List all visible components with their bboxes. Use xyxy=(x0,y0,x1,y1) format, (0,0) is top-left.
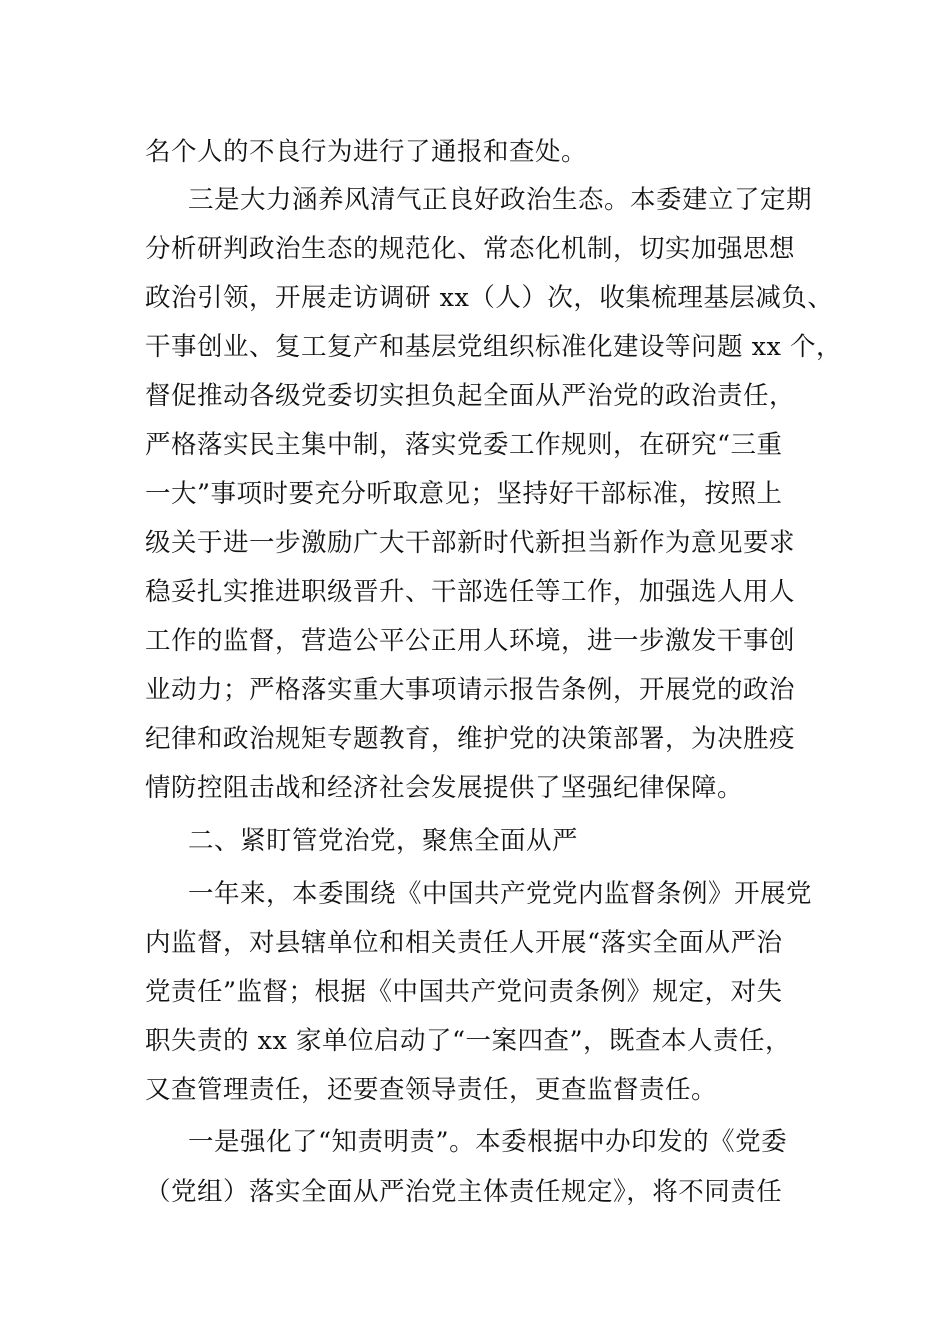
text-line-5: 干事创业、复工复产和基层党组织标准化建设等问题 xx 个， xyxy=(145,332,842,362)
text-line-6: 督促推动各级党委切实担负起全面从严治党的政治责任， xyxy=(145,381,796,411)
text-line-9: 级关于进一步激励广大干部新时代新担当新作为意见要求 xyxy=(145,528,796,558)
text-line-4: 政治引领，开展走访调研 xx（人）次，收集梳理基层减负、 xyxy=(145,283,834,313)
text-line-3: 分析研判政治生态的规范化、常态化机制，切实加强思想 xyxy=(145,234,796,264)
text-line-22: （党组）落实全面从严治党主体责任规定》，将不同责任 xyxy=(145,1177,783,1207)
text-line-7: 严格落实民主集中制，落实党委工作规则，在研究“三重 xyxy=(145,430,783,460)
text-line-8: 一大”事项时要充分听取意见；坚持好干部标准，按照上 xyxy=(145,479,783,509)
text-line-18: 党责任”监督；根据《中国共产党问责条例》规定，对失 xyxy=(145,977,783,1007)
text-line-11: 工作的监督，营造公平公正用人环境，进一步激发干事创 xyxy=(145,626,796,656)
text-line-13: 纪律和政治规矩专题教育，维护党的决策部署，为决胜疫 xyxy=(145,724,796,754)
text-line-20: 又查管理责任，还要查领导责任，更查监督责任。 xyxy=(145,1075,718,1105)
section-heading: 二、紧盯管党治党，聚焦全面从严 xyxy=(188,826,579,856)
text-line-21: 一是强化了“知责明责”。本委根据中办印发的《党委 xyxy=(188,1127,788,1157)
text-line-14: 情防控阻击战和经济社会发展提供了坚强纪律保障。 xyxy=(145,773,744,803)
text-line-10: 稳妥扎实推进职级晋升、干部选任等工作，加强选人用人 xyxy=(145,577,796,607)
text-line-17: 内监督，对县辖单位和相关责任人开展“落实全面从严治 xyxy=(145,928,783,958)
text-line-12: 业动力；严格落实重大事项请示报告条例，开展党的政治 xyxy=(145,675,796,705)
text-line-19: 职失责的 xx 家单位启动了“一案四查”，既查本人责任， xyxy=(145,1026,792,1056)
text-line-16: 一年来，本委围绕《中国共产党党内监督条例》开展党 xyxy=(188,879,813,909)
text-line-1: 名个人的不良行为进行了通报和查处。 xyxy=(145,137,588,167)
text-line-2: 三是大力涵养风清气正良好政治生态。本委建立了定期 xyxy=(188,185,813,215)
